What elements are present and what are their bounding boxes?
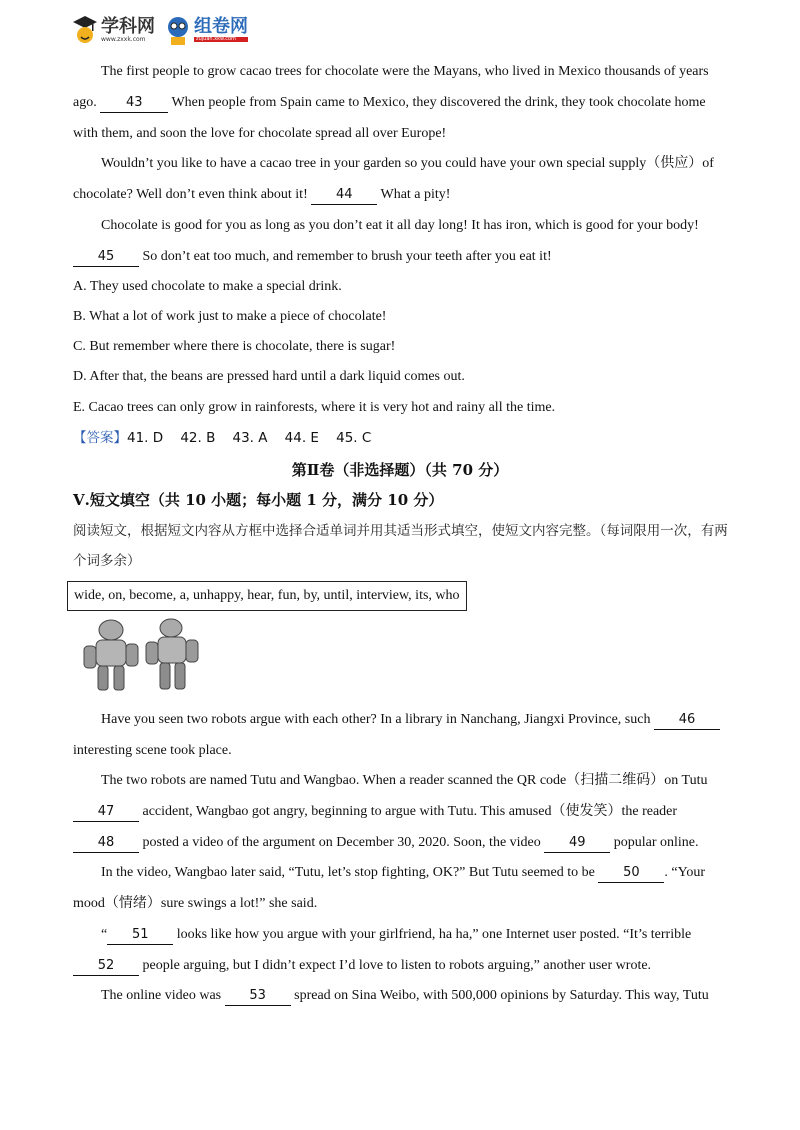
blank-43: 43	[100, 94, 168, 113]
q2-line3	[73, 833, 729, 853]
section2-title: 第Ⅱ卷（非选择题）（共 70 分）	[291, 461, 509, 479]
p1-line2	[73, 93, 729, 113]
logo1-name: 学科网	[101, 15, 155, 37]
q1-line2: interesting scene took place.	[73, 743, 232, 758]
q2-line2	[73, 802, 729, 822]
blank-47: 47	[73, 803, 139, 822]
blank-53: 53	[225, 987, 291, 1006]
mascot-icon	[165, 13, 191, 47]
q5-post: spread on Sina Weibo, with 500,000 opinions by Saturday. This way, Tutu	[290, 988, 709, 1003]
p1-line1: The first people to grow cacao trees for chocolate were the Mayans, who lived in Mexico thousands of years	[101, 64, 709, 79]
word-box: wide, on, become, a, unhappy, hear, fun, by, until, interview, its, who	[67, 581, 467, 611]
p2-line1: Wouldn’t you like to have a cacao tree in your garden so you could have your own special supply（供应）of	[101, 156, 714, 171]
option-c: C. But remember where there is chocolate, there is sugar!	[73, 339, 396, 354]
robots-image	[76, 618, 202, 696]
q4-line2	[73, 956, 729, 976]
answer-tag: 【答案】	[73, 430, 127, 446]
q2-line2-post: accident, Wangbao got angry, beginning to argue with Tutu. This amused（使发笑）the reader	[139, 804, 678, 819]
q1-pre: Have you seen two robots argue with each other? In a library in Nanchang, Jiangxi Province, such	[101, 712, 654, 727]
blank-52: 52	[73, 957, 139, 976]
q2-line1: The two robots are named Tutu and Wangbao. When a reader scanned the QR code（扫描二维码）on Tutu	[101, 773, 708, 788]
p3-line2	[73, 247, 729, 267]
option-b: B. What a lot of work just to make a piece of chocolate!	[73, 309, 387, 324]
q5-pre: The online video was	[101, 988, 225, 1003]
logo2-name: 组卷网	[194, 16, 248, 37]
logo1-url: www.zxxk.com	[101, 35, 146, 43]
q1-line1	[101, 710, 729, 730]
answer-line	[73, 428, 371, 448]
q3-line1	[101, 863, 729, 883]
p1-line2-pre: ago.	[73, 95, 101, 110]
q2-line3-post: popular online.	[610, 835, 699, 850]
q5-line1	[101, 986, 729, 1006]
q3-line2: mood（情绪）sure swings a lot!” she said.	[73, 896, 318, 911]
p1-line3: with them, and soon the love for chocolate spread all over Europe!	[73, 126, 447, 141]
q4-post: looks like how you argue with your girlfriend, ha ha,” one Internet user posted. “It’s terrible	[173, 927, 692, 942]
zujuanwang-logo	[165, 13, 248, 47]
q4-line2-post: people arguing, but I didn’t expect I’d love to listen to robots arguing,” another user wrote.	[139, 958, 652, 973]
option-d: D. After that, the beans are pressed hard until a dark liquid comes out.	[73, 369, 465, 384]
q2-line3-mid: posted a video of the argument on December 30, 2020. Soon, the video	[139, 835, 545, 850]
blank-46: 46	[654, 711, 720, 730]
answer-text: 41. D 42. B 43. A 44. E 45. C	[127, 430, 372, 446]
blank-51: 51	[107, 926, 173, 945]
q3-line1-pre: In the video, Wangbao later said, “Tutu, let’s stop fighting, OK?” But Tutu seemed to be	[101, 865, 599, 880]
header-logos	[72, 10, 248, 50]
blank-48: 48	[73, 834, 139, 853]
option-a: A. They used chocolate to make a special drink.	[73, 279, 342, 294]
graduation-cap-icon	[72, 13, 98, 47]
q3-line1-post: . “Your	[664, 865, 705, 880]
blank-49: 49	[544, 834, 610, 853]
blank-44: 44	[311, 186, 377, 205]
p3-line2-post: So don’t eat too much, and remember to brush your teeth after you eat it!	[139, 249, 552, 264]
xuekewang-logo	[72, 13, 155, 47]
p2-line2	[73, 185, 729, 205]
blank-50: 50	[598, 864, 664, 883]
instructions: 阅读短文，根据短文内容从方框中选择合适单词并用其适当形式填空，使短文内容完整。（每词限用一次，有两个词多余）	[73, 523, 728, 569]
logo2-url: zujuan.xkw.com	[194, 37, 248, 42]
option-e: E. Cacao trees can only grow in rainforests, where it is very hot and rainy all the time.	[73, 400, 556, 415]
q4-pre: “	[101, 927, 108, 942]
p2-line2-post: What a pity!	[377, 187, 451, 202]
blank-45: 45	[73, 248, 139, 267]
q4-line1	[101, 925, 729, 945]
part5-title: Ⅴ.短文填空（共 10 小题；每小题 1 分，满分 10 分）	[73, 491, 444, 509]
p3-line1: Chocolate is good for you as long as you don’t eat it all day long! It has iron, which is good for your body!	[101, 218, 699, 233]
p2-line2-pre: chocolate? Well don’t even think about it!	[73, 187, 312, 202]
p1-line2-post: When people from Spain came to Mexico, they discovered the drink, they took chocolate home	[168, 95, 706, 110]
